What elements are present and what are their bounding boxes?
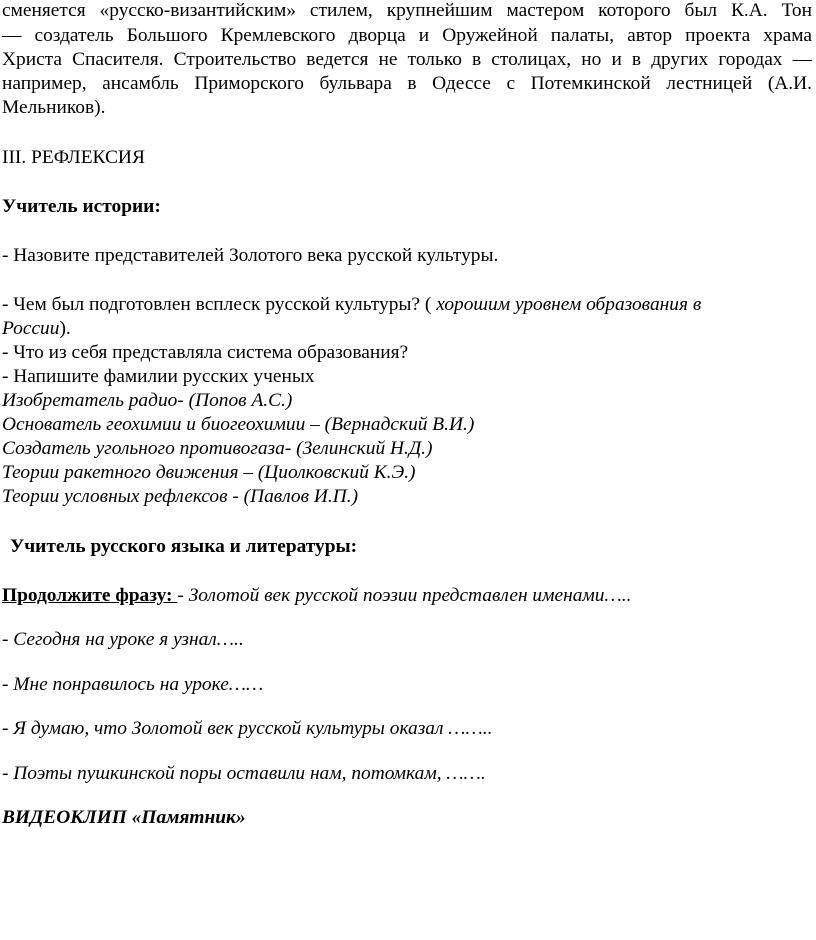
history-question-2-close: ). [59, 318, 71, 339]
continue-phrase-dash: - [177, 585, 189, 606]
continue-phrase-label: Продолжите фразу: [2, 585, 178, 606]
scientist-item: Основатель геохимии и биогеохимии – (Вернадский В.И.) [2, 414, 475, 435]
section-heading: III. РЕФЛЕКСИЯ [2, 147, 145, 168]
intro-line-4: например, ансамбль Приморского бульвара в Одессе с Потемкинской лестницей (А.И. [2, 73, 812, 94]
history-question-4: - Напишите фамилии русских ученых [2, 366, 315, 387]
intro-line-1: сменяется «русско-византийским» стилем, крупнейшим мастером которого был К.А. Тон [2, 0, 812, 21]
history-question-2-cont [2, 317, 71, 341]
scientist-item: Изобретатель радио- (Попов А.С.) [2, 390, 293, 411]
history-question-1: - Назовите представителей Золотого века русской культуры. [2, 245, 499, 266]
videoclip-title: ВИДЕОКЛИП «Памятник» [2, 807, 246, 828]
history-question-2-answer-2: России [2, 318, 60, 339]
reflection-phrase: - Сегодня на уроке я узнал….. [2, 629, 244, 650]
reflection-phrase: - Я думаю, что Золотой век русской культуры оказал …….. [2, 718, 493, 739]
intro-line-2: — создатель Большого Кремлевского дворца и Оружейной палаты, автор проекта храма [2, 25, 812, 46]
history-question-3: - Что из себя представляла система образования? [2, 342, 409, 363]
intro-line-3: Христа Спасителя. Строительство ведется не только в столицах, но и в других городах — [2, 49, 812, 70]
literature-teacher-heading: Учитель русского языка и литературы: [10, 536, 358, 557]
continue-phrase-text: Золотой век русской поэзии представлен именами….. [188, 585, 632, 606]
history-question-2-text: - Чем был подготовлен всплеск русской культуры? ( [2, 294, 437, 315]
scientist-item: Создатель угольного противогаза- (Зелинский Н.Д.) [2, 438, 433, 459]
intro-line-5: Мельников). [2, 97, 106, 118]
continue-phrase [2, 584, 631, 608]
reflection-phrase: - Поэты пушкинской поры оставили нам, потомкам, ……. [2, 763, 486, 784]
history-question-2 [2, 293, 701, 317]
history-question-2-answer-1: хорошим уровнем образования в [436, 294, 702, 315]
reflection-phrase: - Мне понравилось на уроке…… [2, 674, 264, 695]
history-teacher-heading: Учитель истории: [2, 196, 161, 217]
scientist-item: Теории ракетного движения – (Циолковский К.Э.) [2, 462, 416, 483]
scientist-item: Теории условных рефлексов - (Павлов И.П.) [2, 486, 359, 507]
